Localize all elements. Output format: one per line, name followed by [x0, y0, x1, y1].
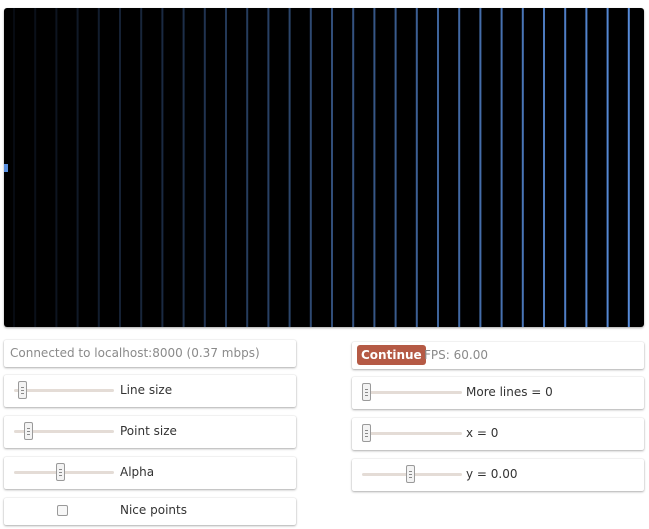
y-slider-thumb[interactable] — [406, 465, 415, 483]
fps-readout: FPS: 60.00 — [424, 348, 488, 362]
connection-status: Connected to localhost:8000 (0.37 mbps) — [10, 346, 260, 360]
left-edge-marker — [4, 164, 8, 172]
line-size-slider-thumb[interactable] — [18, 381, 27, 399]
nice-points-label: Nice points — [120, 503, 187, 517]
x-slider-thumb[interactable] — [362, 424, 371, 442]
point-size-panel — [4, 416, 296, 448]
lines-svg — [4, 8, 644, 327]
y-label: y = 0.00 — [466, 467, 518, 481]
point-size-label: Point size — [120, 424, 177, 438]
x-label: x = 0 — [466, 426, 499, 440]
more-lines-label: More lines = 0 — [466, 385, 553, 399]
status-panel — [4, 340, 296, 367]
nice-points-checkbox[interactable] — [57, 505, 68, 516]
line-size-slider-track[interactable] — [14, 389, 114, 392]
y-panel — [352, 459, 644, 491]
playback-panel — [352, 342, 644, 369]
alpha-panel — [4, 457, 296, 489]
line-size-panel — [4, 375, 296, 407]
continue-button[interactable]: Continue — [357, 345, 426, 365]
alpha-label: Alpha — [120, 465, 155, 479]
render-canvas[interactable] — [4, 8, 644, 327]
point-size-slider-thumb[interactable] — [24, 422, 33, 440]
alpha-slider-thumb[interactable] — [56, 463, 65, 481]
x-panel — [352, 418, 644, 450]
nice-points-panel — [4, 498, 296, 525]
line-size-label: Line size — [120, 383, 173, 397]
more-lines-slider-track[interactable] — [362, 391, 462, 394]
x-slider-track[interactable] — [362, 432, 462, 435]
more-lines-panel — [352, 377, 644, 409]
more-lines-slider-thumb[interactable] — [362, 383, 371, 401]
